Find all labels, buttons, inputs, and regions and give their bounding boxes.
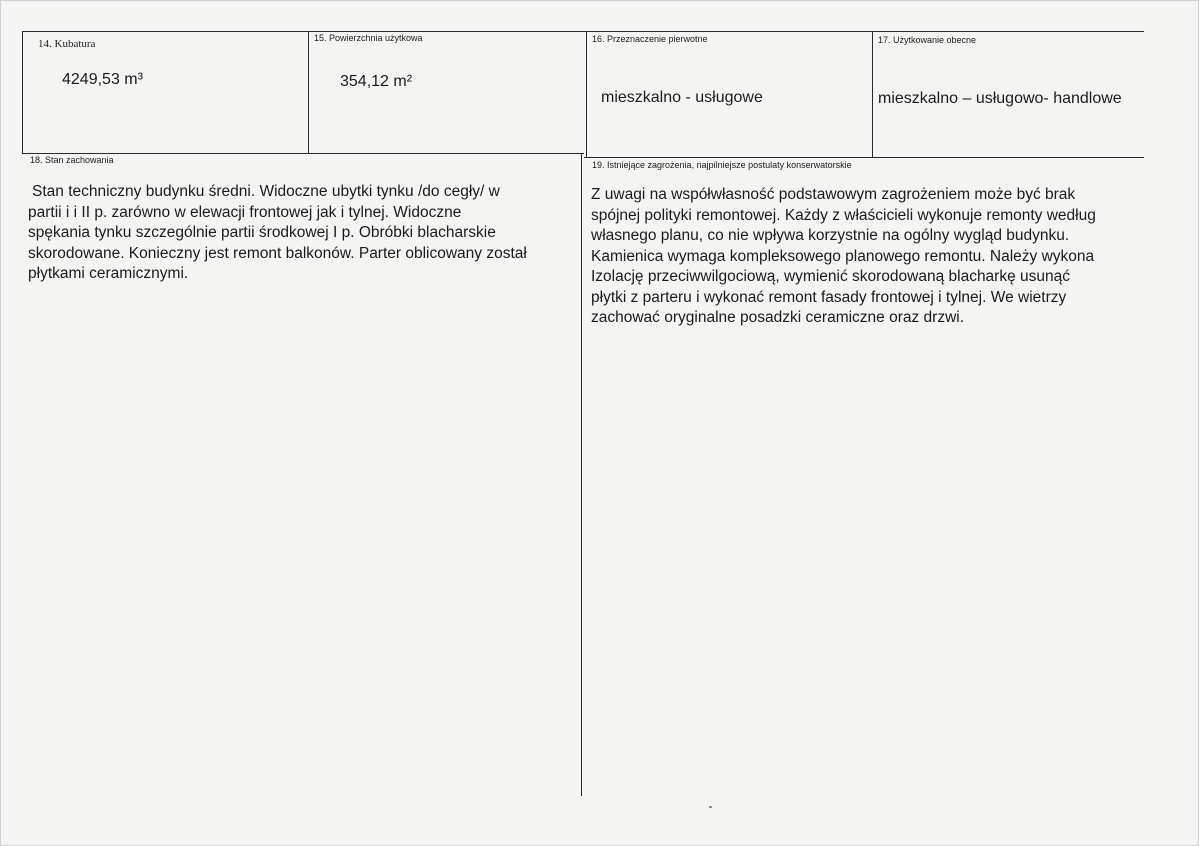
- zagrozenia-line: spójnej polityki remontowej. Każdy z właścicieli wykonuje remonty według: [591, 206, 1096, 224]
- stan-line: spękania tynku szczególnie partii środkowej I p. Obróbki blacharskie: [28, 224, 496, 241]
- zagrozenia-label: 19. Istniejące zagrożenia, najpilniejsze postulaty konserwatorskie: [592, 160, 852, 170]
- stan-line: Stan techniczny budynku średni. Widoczne ubytki tynku /do cegły/ w: [32, 183, 500, 200]
- middle-rule-left: [22, 153, 584, 154]
- zagrozenia-line: zachować oryginalne posadzki ceramiczne oraz drzwi.: [591, 309, 965, 326]
- kubatura-value: 4249,53 m³: [62, 71, 143, 88]
- middle-rule-right: [584, 157, 1144, 158]
- stan-line: partii i i II p. zarówno w elewacji frontowej jak i tylnej. Widoczne: [28, 203, 462, 221]
- column-divider-2: [586, 31, 587, 158]
- powierzchnia-value: 354,12 m²: [340, 73, 413, 90]
- zagrozenia-line: własnego planu, co nie wpływa korzystnie na ogólny wygląd budynku.: [591, 227, 1070, 244]
- stan-line: płytkami ceramicznymi.: [28, 265, 189, 282]
- stan-line: skorodowane. Konieczny jest remont balkonów. Parter oblicowany został: [28, 244, 527, 262]
- zagrozenia-line: Z uwagi na współwłasność podstawowym zagrożeniem może być brak: [591, 186, 1076, 203]
- przeznaczenie-label: 16. Przeznaczenie pierwotne: [592, 34, 708, 44]
- zagrozenia-text: [591, 185, 1151, 329]
- stan-label: 18. Stan zachowania: [30, 155, 114, 165]
- column-divider-1: [308, 31, 309, 154]
- paper-speck: [709, 806, 712, 808]
- uzytkowanie-value: mieszkalno – usługowo- handlowe: [878, 90, 1122, 107]
- left-rule: [22, 31, 23, 154]
- zagrozenia-line: Izolację przeciwwilgociową, wymienić skorodowaną blacharkę usunąć: [591, 268, 1071, 285]
- column-divider-3: [872, 31, 873, 158]
- powierzchnia-label: 15. Powierzchnia użytkowa: [314, 33, 423, 43]
- zagrozenia-line: płytki z parteru i wykonać remont fasady frontowej i tylnej. We wietrzy: [591, 288, 1067, 306]
- przeznaczenie-value: mieszkalno - usługowe: [601, 89, 763, 106]
- kubatura-label: 14. Kubatura: [38, 38, 96, 50]
- stan-text: [28, 182, 580, 285]
- center-divider: [581, 153, 582, 796]
- top-rule: [22, 31, 1144, 32]
- uzytkowanie-label: 17. Użytkowanie obecne: [878, 35, 977, 45]
- zagrozenia-line: Kamienica wymaga kompleksowego planowego remontu. Należy wykona: [591, 247, 1095, 265]
